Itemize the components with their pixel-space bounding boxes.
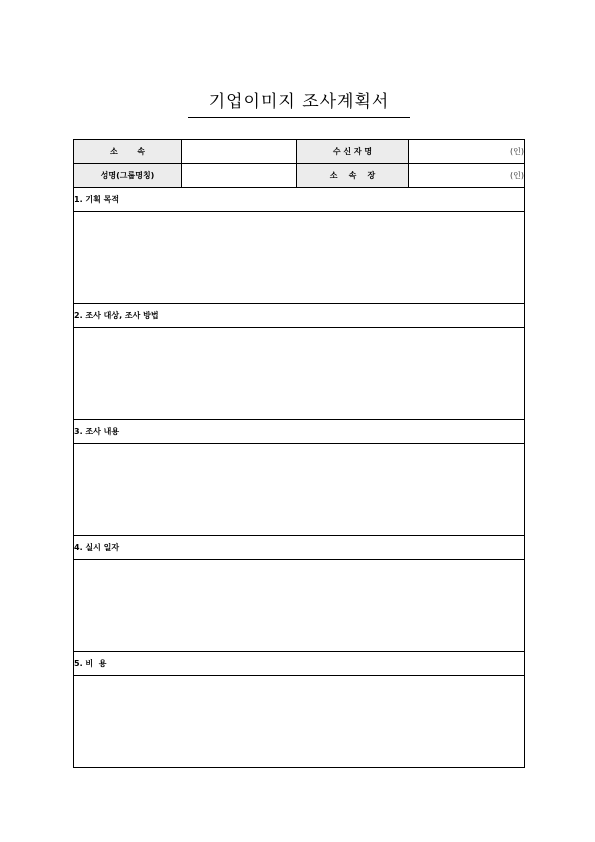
section-1-header	[74, 188, 525, 212]
section-5-body	[74, 676, 525, 768]
header-row-name	[74, 164, 525, 188]
section-2-heading: 2. 조사 대상, 조사 방법	[74, 304, 525, 328]
section-4-header	[74, 536, 525, 560]
section-3-content-area[interactable]	[74, 444, 525, 536]
plan-form-table	[73, 139, 525, 768]
section-3-header	[74, 420, 525, 444]
section-4-heading: 4. 실시 일자	[74, 536, 525, 560]
section-5-heading: 5. 비 용	[74, 652, 525, 676]
section-2-body	[74, 328, 525, 420]
recipient-name-label: 수 신 자 명	[297, 140, 409, 164]
section-2-content-area[interactable]	[74, 328, 525, 420]
section-1-heading: 1. 기획 목적	[74, 188, 525, 212]
section-4-body	[74, 560, 525, 652]
header-row-affiliation	[74, 140, 525, 164]
name-group-label: 성명(그룹명칭)	[74, 164, 182, 188]
name-group-field[interactable]	[182, 164, 297, 188]
section-3-body	[74, 444, 525, 536]
document-title: 기업이미지 조사계획서	[188, 89, 410, 118]
section-1-content-area[interactable]	[74, 212, 525, 304]
section-2-header	[74, 304, 525, 328]
recipient-seal[interactable]: (인)	[409, 140, 525, 164]
affiliation-field[interactable]	[182, 140, 297, 164]
department-head-label: 소 속 장	[297, 164, 409, 188]
section-1-body	[74, 212, 525, 304]
section-3-heading: 3. 조사 내용	[74, 420, 525, 444]
section-5-content-area[interactable]	[74, 676, 525, 768]
section-5-header	[74, 652, 525, 676]
department-head-seal[interactable]: (인)	[409, 164, 525, 188]
affiliation-label: 소 속	[74, 140, 182, 164]
section-4-content-area[interactable]	[74, 560, 525, 652]
